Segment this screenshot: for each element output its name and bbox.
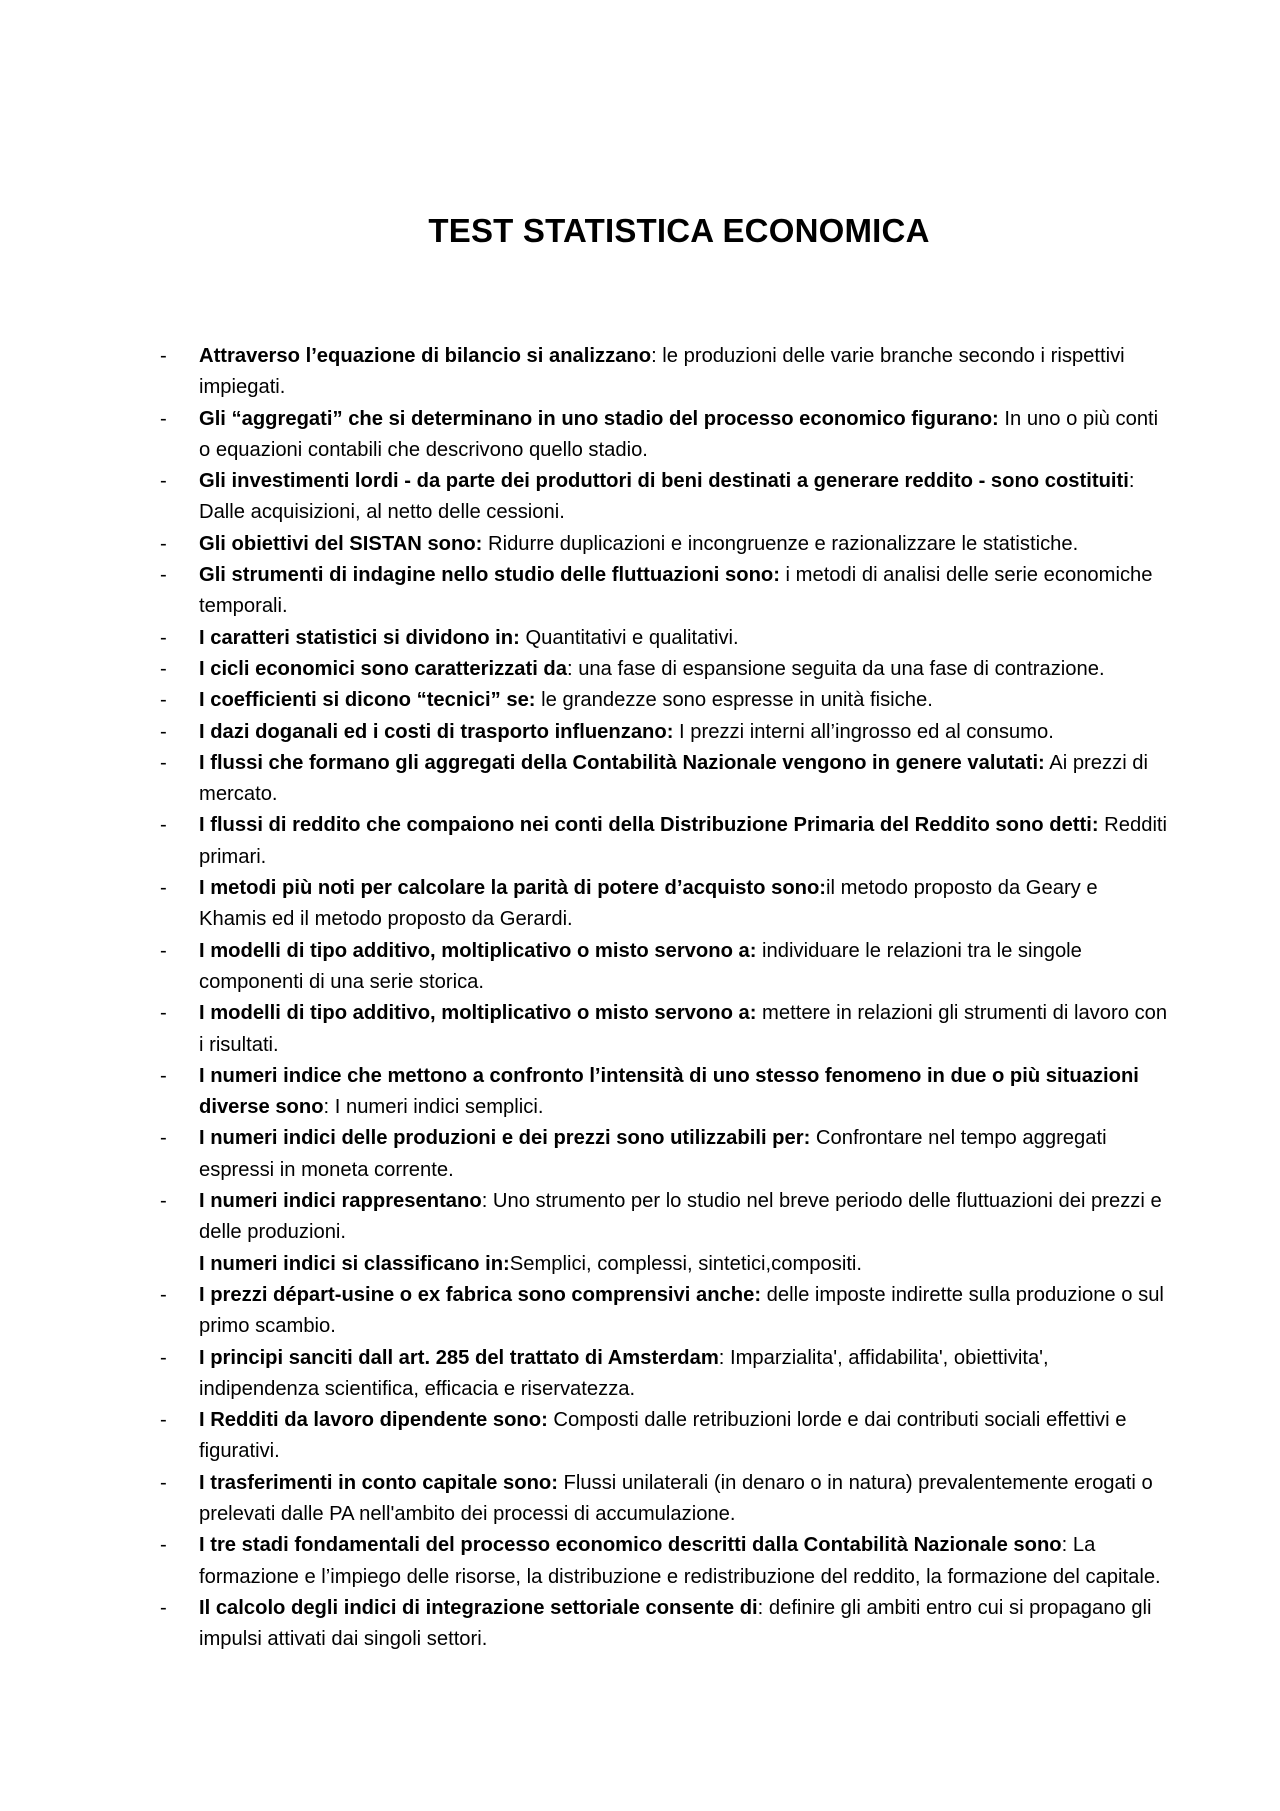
question-text: I flussi che formano gli aggregati della Contabilità Nazionale vengono in genere valutati: [199, 751, 1045, 774]
question-text: I principi sanciti dall art. 285 del trattato di Amsterdam [199, 1346, 719, 1369]
qa-item [160, 998, 1170, 1061]
question-text: I numeri indice che mettono a confronto l’intensità di uno stesso fenomeno in due o più situazioni diverse sono [199, 1064, 1139, 1119]
qa-list [160, 341, 1170, 1655]
qa-item [160, 623, 1170, 654]
bullet-dash: - [160, 1127, 167, 1150]
question-text: I metodi più noti per calcolare la parità di potere d’acquisto sono: [199, 877, 827, 900]
bullet-dash: - [160, 1190, 167, 1213]
answer-text: : definire gli ambiti entro cui si propagano gli impulsi attivati dai singoli settori. [199, 1596, 1152, 1651]
qa-item [160, 1249, 1170, 1280]
qa-item [160, 1405, 1170, 1468]
qa-item [160, 810, 1170, 873]
answer-text: : La formazione e l’impiego delle risorse, la distribuzione e redistribuzione del reddito, la formazione del capitale. [199, 1534, 1161, 1588]
question-text: I modelli di tipo additivo, moltiplicativo o misto servono a: [199, 1002, 757, 1025]
bullet-dash: - [160, 1596, 167, 1619]
bullet-dash: - [160, 657, 167, 680]
bullet-dash: - [160, 345, 167, 367]
question-text: I prezzi départ-usine o ex fabrica sono comprensivi anche: [199, 1283, 762, 1306]
qa-item [160, 685, 1170, 716]
qa-item [160, 1593, 1170, 1656]
qa-item [160, 873, 1170, 936]
answer-text: : le produzioni delle varie branche secondo i rispettivi impiegati. [199, 345, 1125, 399]
question-text: I cicli economici sono caratterizzati da [199, 657, 567, 680]
answer-text: i metodi di analisi delle serie economiche temporali. [199, 564, 1153, 618]
qa-item [160, 1123, 1170, 1186]
bullet-dash: - [160, 939, 167, 962]
answer-text: : I numeri indici semplici. [323, 1096, 544, 1119]
answer-text: Semplici, complessi, sintetici,compositi. [509, 1252, 863, 1275]
answer-text: : una fase di espansione seguita da una fase di contrazione. [566, 657, 1105, 680]
bullet-dash: - [160, 1409, 167, 1432]
qa-item [160, 1280, 1170, 1343]
answer-text: individuare le relazioni tra le singole componenti di una serie storica. [199, 939, 1082, 993]
answer-text: Quantitativi e qualitativi. [519, 626, 739, 649]
question-text: Gli “aggregati” che si determinano in uno stadio del processo economico figurano: [199, 407, 999, 430]
question-text: I coefficienti si dicono “tecnici” se: [199, 689, 536, 712]
bullet-dash: - [160, 532, 167, 555]
answer-text: le grandezze sono espresse in unità fisiche. [535, 689, 933, 712]
bullet-dash: - [160, 689, 167, 712]
answer-text: I prezzi interni all’ingrosso ed al consumo. [673, 720, 1054, 743]
question-text: Il calcolo degli indici di integrazione settoriale consente di [199, 1596, 758, 1619]
question-text: Gli investimenti lordi - da parte dei produttori di beni destinati a generare reddito - sono costituiti [199, 470, 1129, 493]
bullet-dash: - [160, 407, 167, 430]
question-text: I Redditi da lavoro dipendente sono: [199, 1409, 548, 1432]
question-text: I numeri indici si classificano in: [199, 1252, 510, 1275]
bullet-dash: - [160, 814, 167, 837]
question-text: I flussi di reddito che compaiono nei conti della Distribuzione Primaria del Reddito sono detti: [199, 814, 1099, 837]
question-text: I caratteri statistici si dividono in: [199, 626, 520, 649]
answer-text: Ai prezzi di mercato. [199, 751, 1149, 806]
qa-item [160, 341, 1170, 404]
answer-text: Flussi unilaterali (in denaro o in natura) prevalentemente erogati o prelevati dalle PA nell'ambito dei processi di accumulazione. [199, 1471, 1153, 1525]
qa-item [160, 717, 1170, 748]
bullet-dash: - [160, 1471, 167, 1494]
bullet-dash: - [160, 1002, 167, 1025]
answer-text: Confrontare nel tempo aggregati espressi in moneta corrente. [199, 1127, 1107, 1181]
answer-text: In uno o più conti o equazioni contabili che descrivono quello stadio. [199, 407, 1159, 461]
question-text: I numeri indici delle produzioni e dei prezzi sono utilizzabili per: [199, 1127, 811, 1150]
question-text: I modelli di tipo additivo, moltiplicativo o misto servono a: [199, 939, 757, 962]
qa-item [160, 466, 1170, 529]
qa-item [160, 654, 1170, 685]
bullet-dash: - [160, 751, 167, 774]
answer-text: : Uno strumento per lo studio nel breve periodo delle fluttuazioni dei prezzi e delle produzioni. [199, 1190, 1162, 1244]
question-text: I numeri indici rappresentano [199, 1190, 482, 1213]
qa-item [160, 748, 1170, 811]
bullet-dash: - [160, 564, 167, 587]
answer-text: mettere in relazioni gli strumenti di lavoro con i risultati. [199, 1002, 1168, 1056]
question-text: I tre stadi fondamentali del processo economico descritti dalla Contabilità Nazionale sono [199, 1534, 1062, 1557]
qa-item [160, 404, 1170, 467]
bullet-dash: - [160, 1283, 167, 1306]
qa-item [160, 529, 1170, 560]
bullet-dash: - [160, 1534, 167, 1557]
qa-item [160, 1343, 1170, 1406]
answer-text: delle imposte indirette sulla produzione o sul primo scambio. [199, 1283, 1164, 1338]
qa-item [160, 1186, 1170, 1249]
document-title: TEST STATISTICA ECONOMICA [428, 212, 930, 249]
bullet-dash: - [160, 1346, 167, 1369]
bullet-dash: - [160, 720, 167, 743]
question-text: Attraverso l’equazione di bilancio si analizzano [199, 345, 652, 367]
bullet-dash: - [160, 1064, 167, 1087]
answer-text: : Dalle acquisizioni, al netto delle cessioni. [199, 470, 1135, 524]
answer-text: : Imparzialita', affidabilita', obiettivita', indipendenza scientifica, efficacia e riservatezza. [199, 1346, 1049, 1400]
bullet-dash: - [160, 877, 167, 900]
qa-item [160, 936, 1170, 999]
question-text: I dazi doganali ed i costi di trasporto influenzano: [199, 720, 674, 743]
answer-text: Redditi primari. [199, 814, 1168, 868]
qa-item [160, 560, 1170, 623]
answer-text: Composti dalle retribuzioni lorde e dai contributi sociali effettivi e figurativi. [199, 1409, 1127, 1463]
qa-item [160, 1530, 1170, 1593]
qa-item [160, 1468, 1170, 1531]
bullet-dash: - [160, 470, 167, 493]
qa-item [160, 1061, 1170, 1124]
question-text: Gli obiettivi del SISTAN sono: [199, 532, 483, 555]
question-text: Gli strumenti di indagine nello studio delle fluttuazioni sono: [199, 564, 780, 587]
bullet-dash: - [160, 626, 167, 649]
answer-text: Ridurre duplicazioni e incongruenze e razionalizzare le statistiche. [482, 532, 1079, 555]
answer-text: il metodo proposto da Geary e Khamis ed il metodo proposto da Gerardi. [199, 877, 1098, 931]
question-text: I trasferimenti in conto capitale sono: [199, 1471, 558, 1494]
